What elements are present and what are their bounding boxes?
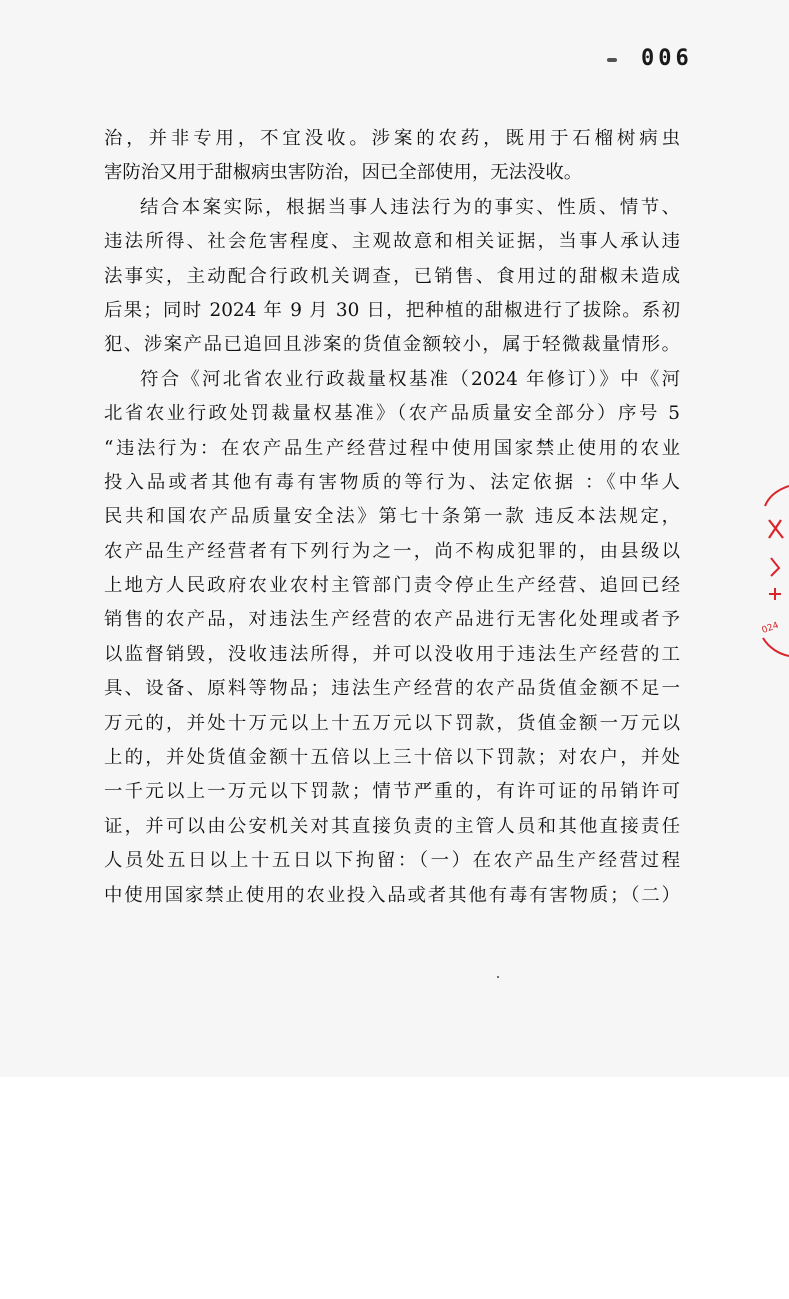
red-seal-fragment [759,480,789,660]
text-line: 法事实，主动配合行政机关调查，已销售、食用过的甜椒未造成 [104,265,680,287]
text-line: 万元的，并处十万元以上十五万元以下罚款，货值金额一万元以 [104,712,680,734]
text-line: 犯、涉案产品已追回且涉案的货值金额较小，属于轻微裁量情形。 [104,334,680,356]
paragraph-3 [104,363,680,913]
paragraph-2 [104,191,680,363]
text-line: 北省农业行政处罚裁量权基准》（农产品质量安全部分）序号 5 [104,403,680,425]
seal-mark [769,588,781,600]
paragraph-1 [104,122,680,191]
text-line: 上的，并处货值金额十五倍以上三十倍以下罚款；对农户，并处 [104,747,680,769]
text-line: 农产品生产经营者有下列行为之一，尚不构成犯罪的，由县级以 [104,540,680,562]
text-line: 中使用国家禁止使用的农业投入品或者其他有毒有害物质；（二） [104,884,680,906]
text-line: 投入品或者其他有毒有害物质的等行为、法定依据 ：《中华人 [104,471,680,493]
text-line: 销售的农产品，对违法生产经营的农产品进行无害化处理或者予 [104,609,680,631]
text-line: 一千元以上一万元以下罚款；情节严重的，有许可证的吊销许可 [104,781,680,803]
text-line: 具、设备、原料等物品；违法生产经营的农产品货值金额不足一 [104,678,680,700]
text-line: 人员处五日以上十五日以下拘留：（一）在农产品生产经营过程 [104,850,680,872]
seal-number: 024 [760,620,781,636]
seal-mark [771,558,779,576]
scan-speck [607,58,617,62]
text-line: 违法所得、社会危害程度、主观故意和相关证据，当事人承认违 [104,231,680,253]
seal-arc [763,638,789,656]
scan-speck [497,976,499,978]
text-line: 符合《河北省农业行政裁量权基准（2024 年修订）》中《河 [140,368,680,390]
text-line: 以监督销毁，没收违法所得，并可以没收用于违法生产经营的工 [104,643,680,665]
text-line: 后果；同时 2024 年 9 月 30 日，把种植的甜椒进行了拔除。系初 [104,299,680,321]
seal-mark [769,520,783,538]
text-line: “违法行为：在农产品生产经营过程中使用国家禁止使用的农业 [104,437,680,459]
page-number: 006 [641,46,693,71]
text-line: 证，并可以由公安机关对其直接负责的主管人员和其他直接责任 [104,815,680,837]
text-line: 治，并非专用，不宜没收。涉案的农药，既用于石榴树病虫 [104,128,680,149]
body-text [104,122,680,913]
text-line: 害防治又用于甜椒病虫害防治，因已全部使用，无法没收。 [104,162,583,184]
text-line: 上地方人民政府农业农村主管部门责令停止生产经营、追回已经 [104,575,680,597]
seal-arc [765,486,789,506]
text-line: 结合本案实际，根据当事人违法行为的事实、性质、情节、 [140,196,680,218]
text-line: 民共和国农产品质量安全法》第七十条第一款 违反本法规定， [104,506,680,528]
